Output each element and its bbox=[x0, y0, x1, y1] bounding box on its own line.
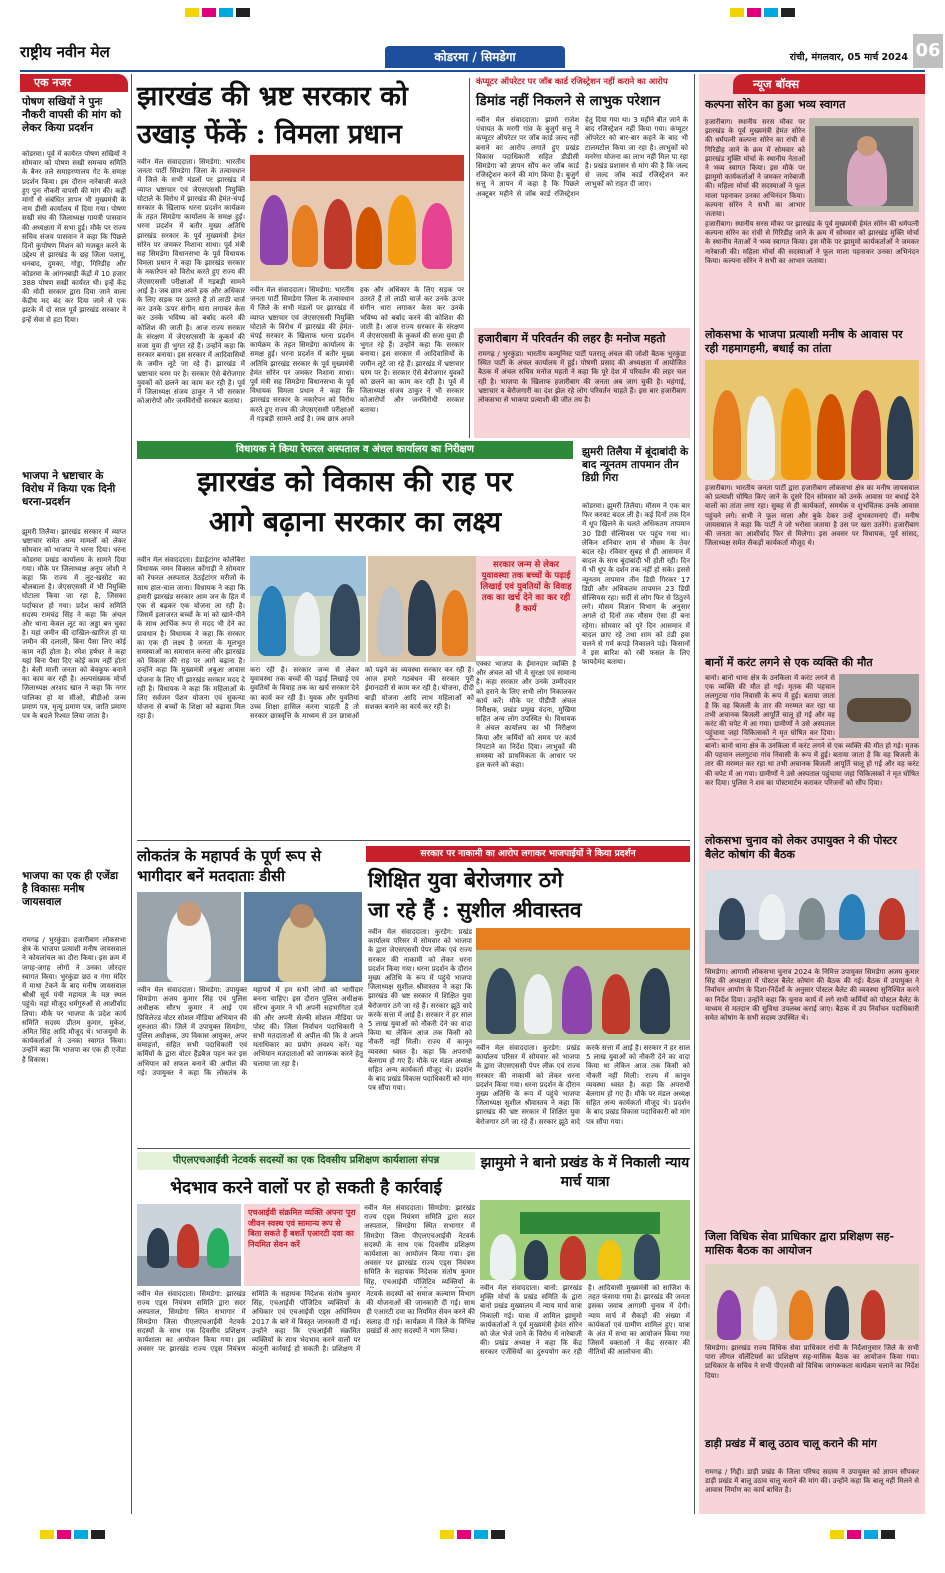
seated-figure bbox=[825, 1286, 849, 1340]
main-story-body-mid bbox=[250, 666, 474, 836]
news-2-photo bbox=[705, 360, 919, 480]
youth-story-kicker-bar bbox=[366, 846, 690, 862]
left-brief-3-title: भाजपा का एक ही एजेंडा है विकासः मनीष जायसवाल bbox=[22, 870, 119, 908]
computer-story-body bbox=[476, 116, 688, 324]
left-brief-2-title: भाजपा ने भ्रष्टाचार के विरोध में किया एक दिनी धरना-प्रदर्शन bbox=[22, 470, 116, 508]
masthead-section-label: कोडरमा / सिमडेगा bbox=[434, 50, 516, 64]
news-6-headline: डाड़ी प्रखंड में बालू उठाव चालू कराने की मांग bbox=[705, 1438, 877, 1450]
crowd-figure bbox=[602, 974, 630, 1034]
crowd-figure bbox=[258, 586, 286, 656]
news-1-photo bbox=[809, 118, 919, 212]
news-1-body-left: हजारीबाग। स्थानीय सरस मौका पर झारखंड के पूर्व मुख्यमंत्री हेमंत सोरेन की धर्मपत्नी कल्पना सोरेन का रांची से गिरिडीह जाने के क्रम में सोमवार को झारखंड मुक्ति मोर्चा के स्थानीय नेताओं ने भव्य स्वागत किया। इस मौके पर झामुमो कार्यकर्ताओं ने जमकर नारेबाजी की। महिला मोर्चा की सदस्याओं ने फूल माला पहनाकर उनका अभिनंदन किया। कल्पना सोरेन ने सभी का आभार जताया। bbox=[705, 118, 805, 218]
crowd-figure bbox=[356, 207, 382, 269]
workshop-kicker-text: पीएलएचआईवी नेटवर्क सदस्यों का एक दिवसीय प्रशिक्षण कार्यशाला संपन्न bbox=[172, 1155, 440, 1166]
seated-figure bbox=[789, 1290, 813, 1340]
democracy-headline: लोकतंत्र के महापर्व के पूर्ण रूप से भागीदार बनें मतदाताः डीसी bbox=[137, 847, 322, 885]
news-4-photo bbox=[705, 870, 919, 964]
workshop-text: नवीन मेल संवाददाता। सिमडेगा: झारखंड राज्य एड्स नियंत्रण समिति द्वारा सदर अस्पताल, सिमडेगा स्थित सभागार में सिमडेगा जिला पीएलएचआईवी नेटवर्क सदस्यों के साथ एक दिवसीय प्रशिक्षण कार्यशाला का आयोजन किया गया। इस अवसर पर झारखंड राज्य एड्स नियंत्रण समिति के सहायक निदेशक संतोष कुमार सिंह, एचआईवी पॉजिटिव व्यक्तियों के अधिकार एवं एचआईवी एड्स अधिनियम 2017 के बारे में विस्तृत जानकारी दी गई। उन्होंने कहा कि एचआईवी संक्रमित व्यक्तियों के साथ भेदभाव करने वालों पर कानूनी कार्रवाई हो सकती है। प्रशिक्षण में नेटवर्क सदस्यों को समाज कल्याण विभाग की योजनाओं की जानकारी दी गई। साथ ही एआरटी दवा का नियमित सेवन करने की सलाह दी गई। कार्यक्रम में जिले के विभिन्न प्रखंडों से आए सदस्यों ने भाग लिया। bbox=[137, 1290, 475, 1354]
top-story-body-continued: नवीन मेल संवाददाता। सिमडेगा: भारतीय जनता पार्टी सिमडेगा जिला के तत्वावधान में जिले के सभी मंडलों पर झारखंड में व्याप्त भ्रष्टाचार एवं जेएसएससी नियुक्ति घोटाले के विरोध में झारखंड की हेमंत-चंपई सरकार के खिलाफ धरना प्रदर्शन कार्यक्रम के तहत सिमडेगा कार्यालय के समक्ष हुई। धरना प्रदर्शन में बतौर मुख्य अतिथि झारखंड सरकार के पूर्व मुख्यमंत्री हेमंत सोरेन पर जमकर निशाना साधा। पूर्व मंत्री सह सिमडेगा विधानसभा के पूर्व विधायक विमला प्रधान ने कहा कि झारखंड सरकार के नकारेपन को विरोध करते हुए राज्य की जेएसएससी परीक्षाओं में गड़बड़ी सामने आई है। जब छात्र अपने हक और अधिकार के लिए सड़क पर उतरते हैं तो लाठी चार्ज कर उनके ऊपर संगीन धारा लगाकर केस कर उनके भविष्य को बर्बाद करने की कोशिश की जाती है। आज राज्य सरकार के संरक्षण में जेएसएससी के कुकर्म की सजा युवा ही भुगत रहे हैं। उन्होंने कहा कि सरकार बनाया। इस सरकार में आदिवासियों के जमीन लूटे जा रहे हैं। झारखंड में भ्रष्टाचार चरम पर है। सरकार ऐसे बेरोजगार युवकों को छलने का काम कर रही है। पूर्व में जिलाध्यक्ष संजय ठाकुर ने भी सरकार कोआरोपों और जनविरोधी सरकार बताया। bbox=[250, 286, 464, 423]
crowd-figure bbox=[378, 586, 404, 656]
hazaribagh-box bbox=[474, 328, 690, 438]
seated-figure bbox=[861, 1290, 885, 1340]
youth-body-b bbox=[476, 1044, 690, 1144]
workshop-body-right bbox=[364, 1204, 475, 1288]
crowd-figure bbox=[294, 592, 320, 656]
left-brief-3-body: रामगढ़ / भुरकुंडा। हजारीबाग लोकसभा क्षेत्र के भाजपा प्रत्याशी मनीष जायसवाल ने कोयलांचल का दौरा किया। इस क्रम में जगह-जगह लोगों ने उनका जोरदार स्वागत किया। भुरकुंडा छठ व गंगा मंदिर में माथा टेकने के बाद मनीष जायसवाल श्रीश्री सूर्य पंची महायज्ञ के यज्ञ स्थल पहुंचे। वहां मौजूद धर्मगुरुओं से आशीर्वाद लिया। मौके पर भाजपा के प्रदेश कार्य समिति सदस्य प्रीतम कुमार, मुकेश, अमित सिंह आदि मौजूद थे। भाजयुमो के कार्यकर्ताओं ने उनका स्वागत किया। उन्होंने कहा कि भाजपा का एक ही एजेंडा है विकास। bbox=[22, 936, 126, 1064]
face-shape bbox=[290, 904, 314, 928]
news-1-headline: कल्पना सोरेन का हुआ भव्य स्वागत bbox=[705, 98, 846, 111]
news-box-header bbox=[733, 74, 925, 94]
seated-figure bbox=[717, 1290, 741, 1340]
news-1-text: हजारीबाग। स्थानीय सरस मौका पर झारखंड के पूर्व मुख्यमंत्री हेमंत सोरेन की धर्मपत्नी कल्पना सोरेन का रांची से गिरिडीह जाने के क्रम में सोमवार को झारखंड मुक्ति मोर्चा के स्थानीय नेताओं ने भव्य स्वागत किया। इस मौके पर झामुमो कार्यकर्ताओं ने जमकर नारेबाजी की। महिला मोर्चा की सदस्याओं ने फूल माला पहनाकर उनका अभिनंदन किया। कल्पना सोरेन ने सभी का आभार जताया। bbox=[705, 220, 919, 265]
news-5-body: सिमडेगा। झारखंड राज्य विधिक सेवा प्राधिकार रांची के निर्देशानुसार जिले के सभी पारा लीगल वॉलेंटियर्स का प्रशिक्षण सह-मासिक बैठक का आयोजन किया गया। प्राधिकार के सचिव ने सभी पीएलवी को विधिक जागरूकता कार्यक्रम चलाने का निर्देश दिया। bbox=[705, 1344, 919, 1380]
youth-story-photo bbox=[476, 928, 690, 1040]
youth-headline-1: शिक्षित युवा बेरोजगार ठगे bbox=[368, 867, 563, 892]
workshop-kicker-bar bbox=[137, 1152, 475, 1170]
news-2-body: हजारीबाग। भारतीय जनता पार्टी द्वारा हजारीबाग लोकसभा क्षेत्र का मनीष जायसवाल को प्रत्याशी घोषित किए जाने के दूसरे दिन सोमवार को उनके आवास पर बधाई देने वालों का तांता लगा रहा। सुबह से ही कार्यकर्ता, समर्थक व शुभचिंतक उनके आवास पहुंचने लगे। सभी ने फूल माला और बुके देकर उन्हें शुभकामनाएं दीं। मनीष जायसवाल ने कहा कि पार्टी ने जो भरोसा जताया है उस पर खरा उतरेंगे। हजारीबाग की जनता का आशीर्वाद फिर से मिलेगा। इस अवसर पर विधायक, पूर्व सांसद, जिलाध्यक्ष समेत सैकड़ों कार्यकर्ता मौजूद थे। bbox=[705, 484, 919, 548]
lying-figure-shape bbox=[847, 698, 911, 722]
left-brief-1-title: पोषण सखियों ने पुनः नौकरी वापसी की मांग को लेकर किया प्रदर्शन bbox=[22, 96, 122, 134]
seated-figure bbox=[879, 898, 905, 940]
workshop-pull-quote-box bbox=[244, 1204, 360, 1286]
masthead-logo bbox=[20, 42, 200, 64]
youth-headline-2: जा रहे हैं : सुशील श्रीवास्तव bbox=[368, 897, 582, 922]
group-figure bbox=[817, 394, 845, 480]
youth-text-a: नवीन मेल संवाददाता। कुरडेग: प्रखंड कार्यालय परिसर में सोमवार को भाजपा के द्वारा जेएसएससी पेपर लीक एवं राज्य सरकार की नाकामी को लेकर धरना प्रदर्शन किया गया। धरना प्रदर्शन के दौरान मुख्य अतिथि के रूप में पहुंचे भाजपा जिलाध्यक्ष सुशील श्रीवास्तव ने कहा कि झारखंड की भ्रष्ट सरकार में शिक्षित युवा बेरोजगार ठगे जा रहे हैं। सरकार झूठे वादे करके सत्ता में आई है। सरकार ने हर साल 5 लाख युवाओं को नौकरी देने का वादा किया था लेकिन आज तक किसी को नौकरी नहीं मिली। राज्य में कानून व्यवस्था ध्वस्त है। कहा कि अपराधी बेलगाम हो गए हैं। मौके पर मंडल अध्यक्ष सहित अन्य कार्यकर्ता मौजूद थे। प्रदर्शन के बाद प्रखंड विकास पदाधिकारी को मांग पत्र सौंपा गया। bbox=[368, 928, 472, 1093]
page-number-badge bbox=[913, 34, 943, 68]
workshop-pull-quote: एचआईवी संक्रमित व्यक्ति अपना पूरा जीवन स्वस्थ एवं सामान्य रूप से बिता सकते हैं बशर्ते एआरटी दवा का नियमित सेवन करें bbox=[248, 1208, 356, 1249]
hazaribagh-body: रामगढ़ / भुरकुंडा। भारतीय कम्युनिस्ट पार्टी पतरातू अंचल की जोशी बैठक भुरकुंडा स्थित पार्टी के अंचल कार्यालय में हुई। पोषणी प्रसाद की अध्यक्षता में आयोजित बैठक में अंचल सचिव मनोज महतो ने कहा कि पूरे देश में परिवर्तन की लहर चल रही है। भाजपा के खिलाफ हजारीबाग की जनता अब जाग चुकी है। महंगाई, भ्रष्टाचार व बेरोजगारी का दंश झेल रहे लोग परिवर्तन चाहते हैं। इस बार हजारीबाग लोकसभा से भाकपा प्रत्याशी की जीत तय है। bbox=[478, 350, 686, 405]
workshop-photo bbox=[137, 1204, 241, 1286]
democracy-text: नवीन मेल संवाददाता। सिमडेगा: उपायुक्त सिमडेगा अजय कुमार सिंह एवं पुलिस अधीक्षक सौरभ कुमार ने आई एम प्रिविलेज्ड वोटर सोशल मीडिया अभियान की शुरुआत की। जिले में उपायुक्त सिमडेगा, पुलिस अधीक्षक, उप विकास आयुक्त, अपर समाहर्ता, सहित सभी पदाधिकारी एवं कर्मियों के द्वारा वोटर हैंडबैज पहन कर इस अभियान को सफल बनाने की अपील की गई। उपायुक्त ने कहा कि लोकतंत्र के महापर्व में हम सभी लोगों को भागीदार बनना चाहिए। इस दौरान पुलिस अधीक्षक सौरभ कुमार ने भी अपनी सहभागिता दर्ज की और अपनी सेल्फी सोशल मीडिया पर पोस्ट की। जिला निर्वाचन पदाधिकारी ने सभी मतदाताओं से अपील की कि वे अपने मताधिकार का प्रयोग अवश्य करें। यह अभियान मतदाताओं को जागरूक करने हेतु चलाया जा रहा है। bbox=[137, 986, 363, 1077]
banner-shape bbox=[250, 155, 464, 181]
group-figure bbox=[747, 396, 775, 480]
top-story-body-col1: नवीन मेल संवाददाता। सिमडेगा: भारतीय जनता पार्टी सिमडेगा जिला के तत्वावधान में जिले के सभी मंडलों पर झारखंड में व्याप्त भ्रष्टाचार एवं जेएसएससी नियुक्ति घोटाले के विरोध में झारखंड की हेमंत-चंपई सरकार के खिलाफ धरना प्रदर्शन कार्यक्रम के तहत सिमडेगा कार्यालय के समक्ष हुई। धरना प्रदर्शन में बतौर मुख्य अतिथि झारखंड सरकार के पूर्व मुख्यमंत्री हेमंत सोरेन पर जमकर निशाना साधा। पूर्व मंत्री सह सिमडेगा विधानसभा के पूर्व विधायक विमला प्रधान ने कहा कि झारखंड सरकार के नकारेपन को विरोध करते हुए राज्य की जेएसएससी परीक्षाओं में गड़बड़ी सामने आई है। जब छात्र अपने हक और अधिकार के लिए सड़क पर उतरते हैं तो लाठी चार्ज कर उनके ऊपर संगीन धारा लगाकर केस कर उनके भविष्य को बर्बाद करने की कोशिश की जाती है। आज राज्य सरकार के संरक्षण में जेएसएससी के कुकर्म की सजा युवा ही भुगत रहे हैं। उन्होंने कहा कि सरकार बनाया। इस सरकार में आदिवासियों के जमीन लूटे जा रहे हैं। झारखंड में भ्रष्टाचार चरम पर है। सरकार ऐसे बेरोजगार युवकों को छलने का काम कर रही है। पूर्व में जिलाध्यक्ष संजय ठाकुर ने भी सरकार कोआरोपों और जनविरोधी सरकार बताया। bbox=[137, 158, 245, 406]
group-figure bbox=[887, 396, 913, 480]
left-brief-1-body: कोडरमा। पूर्व में कार्यरत पोषण सखियों ने सोमवार को पोषण सखी समन्वय समिति के बैनर तले समाहरणालय गेट के समक्ष प्रदर्शन किया। इस दौरान नारेबाजी करते हुए पुनः नौकरी वापसी की मांग की। कहीं मांगों से संबंधित ज्ञापन भी मुख्यमंत्री के नाम डीसी कार्यालय में दिया गया। पोषण सखी संघ की जिलाध्यक्ष गायत्री पासवान की अध्यक्षता में सभा हुई। मौके पर राज्य सचिव संजय पासवान ने कहा कि पिछले दिनों कुपोषण मिशन को मजबूत करने के उद्देश्य से झारखंड के छह जिला पलामू, धनबाद, दुमका, गोड्डा, गिरिडीह और कोडरमा के आंगनबाड़ी केंद्रों में 10 हजार 388 पोषण सखी कार्यरत थी। इन्हें केंद्र की मोदी सरकार द्वारा दिया जाने वाला केंद्रीय मद बंद कर दिया जाने से एक झटके में दो साल पूर्व झारखंड सरकार ने इन्हें सेवा से हटा दिया। bbox=[22, 150, 126, 324]
top-story-body-col2 bbox=[250, 286, 464, 440]
democracy-body bbox=[137, 986, 363, 1144]
main-story-kicker-bar bbox=[137, 441, 573, 459]
horizontal-rule-1 bbox=[137, 840, 690, 841]
youth-text-b: नवीन मेल संवाददाता। कुरडेग: प्रखंड कार्यालय परिसर में सोमवार को भाजपा के द्वारा जेएसएससी पेपर लीक एवं राज्य सरकार की नाकामी को लेकर धरना प्रदर्शन किया गया। धरना प्रदर्शन के दौरान मुख्य अतिथि के रूप में पहुंचे भाजपा जिलाध्यक्ष सुशील श्रीवास्तव ने कहा कि झारखंड की भ्रष्ट सरकार में शिक्षित युवा बेरोजगार ठगे जा रहे हैं। सरकार झूठे वादे करके सत्ता में आई है। सरकार ने हर साल 5 लाख युवाओं को नौकरी देने का वादा किया था लेकिन आज तक किसी को नौकरी नहीं मिली। राज्य में कानून व्यवस्था ध्वस्त है। कहा कि अपराधी बेलगाम हो गए हैं। मौके पर मंडल अध्यक्ष सहित अन्य कार्यकर्ता मौजूद थे। प्रदर्शन के बाद प्रखंड विकास पदाधिकारी को मांग पत्र सौंपा गया। bbox=[476, 1044, 690, 1126]
masthead-dateline bbox=[768, 50, 908, 66]
news-3-photo bbox=[839, 674, 919, 738]
ek-nazar-header bbox=[20, 74, 128, 92]
seated-figure bbox=[207, 1228, 229, 1268]
news-3-body-left: बानो। बानो थाना क्षेत्र के उनकिला में करंट लगने से एक व्यक्ति की मौत हो गई। मृतक की पहचान ललगुटवा गांव निवासी के रूप में हुई। बताया जाता है कि वह बिजली के तार की मरम्मत कर रहा था तभी अचानक बिजली आपूर्ति चालू हो गई और वह करंट की चपेट में आ गया। ग्रामीणों ने उसे अस्पताल पहुंचाया जहां चिकित्सकों ने मृत घोषित कर दिया। bbox=[705, 674, 835, 738]
print-registration-marks-top-right bbox=[730, 8, 798, 17]
masthead-logo-text: राष्ट्रीय नवीन मेल bbox=[20, 43, 110, 61]
weather-headline: झुमरी तिलैया में बूंदाबांदी के बाद न्यूनतम तापमान तीन डिग्री गिरा bbox=[582, 446, 689, 484]
main-story-kicker: विधायक ने किया रेफरल अस्पताल व अंचल कार्यालय का निरीक्षण bbox=[236, 444, 474, 455]
workshop-text-right: नवीन मेल संवाददाता। सिमडेगा: झारखंड राज्य एड्स नियंत्रण समिति द्वारा सदर अस्पताल, सिमडेगा स्थित सभागार में सिमडेगा जिला पीएलएचआईवी नेटवर्क सदस्यों के साथ एक दिवसीय प्रशिक्षण कार्यशाला का आयोजन किया गया। इस अवसर पर झारखंड राज्य एड्स नियंत्रण समिति के सहायक निदेशक संतोष कुमार सिंह, एचआईवी पॉजिटिव व्यक्तियों के bbox=[364, 1204, 475, 1286]
seated-figure bbox=[753, 1286, 777, 1340]
jmm-headline: झामुमो ने बानो प्रखंड के में निकाली न्याय मार्च यात्रा bbox=[480, 1155, 690, 1190]
column-divider-center bbox=[469, 78, 470, 438]
main-story-pull-quote-box bbox=[476, 556, 576, 656]
computer-story-kicker bbox=[476, 76, 688, 87]
news-5-headline: जिला विधिक सेवा प्राधिकार द्वारा प्रशिक्षण सह-मासिक बैठक का आयोजन bbox=[705, 1230, 895, 1257]
crowd-figure bbox=[292, 205, 318, 267]
news-4-headline: लोकसभा चुनाव को लेकर उपायुक्त ने की पोस्टर बैलेट कोषांग की बैठक bbox=[705, 834, 897, 861]
computer-story-text: नवीन मेल संवाददाता। झामो राजेश पंचायत के मरगी गांव के बुजुर्ग सत्तु ने कंप्यूटर ऑपरेटर पर जॉब कार्ड जल्द नहीं बनाने का आरोप लगाते हुए प्रखंड विकास पदाधिकारी सहित डीडीसी सिमडेगा को ज्ञापन सौंप कर जॉब कार्ड रजिस्ट्रेशन करने की मांग किया है। बुजुर्ग सत्तु ने ज्ञापन में कहा है कि पिछले अक्टूबर महीने से जॉब कार्ड रजिस्ट्रेशन हेतु दिया गया था। 3 महीने बीत जाने के बाद रजिस्ट्रेशन नहीं किया गया। कंप्यूटर ऑपरेटर को बार-बार कहने के बाद भी टालमटोल किया जा रहा है। लाभुकों को मनरेगा योजना का लाभ नहीं मिल पा रहा है। प्रखंड प्रशासन से मांग की है कि जल्द से जल्द जॉब कार्ड रजिस्ट्रेशन कर लाभुकों को राहत दी जाए। bbox=[476, 116, 688, 198]
computer-kicker-text: कंप्यूटर ऑपरेटर पर जॉब कार्ड रजिस्ट्रेशन नहीं कराने का आरोप bbox=[476, 76, 668, 86]
left-brief-2-body: झुमरी तिलैया। झारखंड सरकार में व्याप्त भ्रष्टाचार समेत अन्य मामलों को लेकर सोमवार को भाजपा ने धरना दिया। धरना कोडरमा प्रखंड कार्यालय के सामने दिया गया। मौके पर जिलाध्यक्ष अनूप जोशी ने कहा कि राज्य में लूट-खसोट का बोलबाला है। जेएसएससी में भी नियुक्ति घोटाला किया जा रहा है, जिसका पर्दाफाश हो गया। प्रदेश कार्य समिति सदस्य रामचंद्र सिंह ने कहा कि अंचल और थाना केवल लूट का अड्डा बन चुका है। यहां जमीन की दाखिल-खारिज हो या जमीन की दलाली, बिना पैसा लिए कोई काम नहीं होता है। रमेश हर्षधर ने कहा यहां बिना पैसा दिए कोई काम नहीं होता है। बेली माली जनता को बेवकूफ बनाने का काम कर रही है। अल्पसंख्यक मोर्चा जिलाध्यक्ष अरशद खान ने कहा कि नगर पालिका हो या सीओ, बीडीओ जन्म प्रमाण पत्र, मृत्यु प्रमाण पत्र, जाति प्रमाण पत्र के बदले रिश्वत लिया जाता है। bbox=[22, 528, 126, 721]
group-figure bbox=[851, 390, 881, 480]
banner-shape bbox=[520, 1212, 660, 1234]
seated-figure bbox=[147, 1228, 169, 1268]
main-story-pull-quote: सरकार जन्म से लेकर युवावस्था तक बच्चों के पढ़ाई लिखाई एवं युवतियों के विवाह तक का खर्च देने का कर रही है कार्य bbox=[480, 560, 572, 614]
crowd-figure bbox=[562, 966, 592, 1034]
crowd-figure bbox=[324, 199, 352, 269]
youth-kicker-text: सरकार पर नाकामी का आरोप लगाकर भाजपाईयों ने किया प्रदर्शन bbox=[420, 849, 636, 859]
main-story-mid-text: करा रही है। सरकार जन्म से लेकर युवावस्था तक बच्चों की पढ़ाई लिखाई एवं युवतियों के विवाह तक का खर्च सरकार देने का कार्य कर रही है। युवक और युवतियां उच्च शिक्षा हासिल करना चाहती है तो सरकार छात्रवृत्ति के माध्यम से उन छात्राओं को पढ़ने का व्यवस्था सरकार कर रही है। आज हमारे गठबंधन की सरकार पूरी ईमानदारी से काम कर रही है। योजना, दीदी बाड़ी योजना आदि लाभ महिलाओं को सशक्त बनाने का कार्य कर रही है। bbox=[250, 666, 474, 721]
news-3-text: बानो। बानो थाना क्षेत्र के उनकिला में करंट लगने से एक व्यक्ति की मौत हो गई। मृतक की पहचान ललगुटवा गांव निवासी के रूप में हुई। बताया जाता है कि वह बिजली के तार की मरम्मत कर रहा था तभी अचानक बिजली आपूर्ति चालू हो गई और वह करंट की चपेट में आ गया। ग्रामीणों ने उसे अस्पताल पहुंचाया जहां चिकित्सकों ने मृत घोषित कर दिया। पुलिस ने शव का पोस्टमार्टम कराकर परिजनों को सौंप दिया। bbox=[705, 742, 919, 787]
dateline-text: रांची, मंगलवार, 05 मार्च 2024 bbox=[789, 52, 908, 63]
news-3-headline: बानों में करंट लगने से एक व्यक्ति की मौत bbox=[705, 656, 873, 669]
main-story-headline-2: आगे बढ़ाना सरकार का लक्ष्य bbox=[208, 505, 502, 538]
crowd-figure bbox=[486, 968, 516, 1034]
seated-figure bbox=[719, 898, 745, 940]
crowd-figure bbox=[330, 584, 360, 656]
print-registration-marks-top bbox=[185, 8, 253, 17]
seated-figure bbox=[799, 898, 825, 940]
main-story-right-text: एक्का भाजपा के ईमानदार व्यक्ति है और अंचल को भी वे सुरक्षा एवं सामान्य है। कहा सरकार और उनके उम्मीदवार को हराने के लिए सभी लोग निकालकर कार्य करें। मौके पर पीडीपी अंचल निरीक्षक, प्रखंड प्रमुख वंदना, मुखिया सहित अन्य लोग उपस्थित थे। विधायक ने अंचल कार्यालय का भी निरीक्षण किया और कर्मियों को समय पर कार्य निपटाने का निर्देश दिया। लाभुकों की समस्या को प्राथमिकता के आधार पर हल करने को कहा। bbox=[476, 660, 576, 770]
face-shape bbox=[857, 136, 877, 156]
crowd-figure bbox=[524, 1240, 548, 1280]
face-shape bbox=[177, 902, 201, 926]
crowd-figure bbox=[408, 580, 436, 656]
seated-figure bbox=[759, 894, 785, 940]
horizontal-rule-2 bbox=[137, 1148, 690, 1149]
top-story-photo bbox=[250, 155, 464, 281]
news-5-photo bbox=[705, 1264, 919, 1340]
group-figure bbox=[781, 388, 811, 480]
crowd-figure bbox=[490, 1234, 516, 1280]
main-story-body-left: नवीन मेल संवाददाता। डेडाईटांगर कोलेबिरा विधायक नमन विक्सल कोंगाड़ी ने सोमवार को रेफरल अस्पताल ठेठईटांगर मरीजों के साथ हाल-चाल जाना। विधायक ने कहा कि हमारी झारखंड सरकार आम जन के हित में एक से बढ़कर एक योजना ला रही है। जिसमें इलाजरत बच्चों के मां को खाने-पीने के साथ आर्थिक रूप से मदद भी देने का प्रावधान है। विधायक ने कहा कि सरकार का एक ही लक्ष्य है जनता के मूलभूत समस्याओं का समाधान करना और झारखंड को विकास की राह पर आगे बढ़ाना है। उन्होंने कहा कि मुख्यमंत्री अबुआ आवास योजना के लिए भी झारखंड सरकार मदद दे रही है। विधायक ने कहा कि महिलाओं के लिए सर्वजन पेंशन योजना एवं सुकन्या योजना से बच्चों के शिक्षा को बढ़ावा मिल रहा है। bbox=[137, 556, 245, 721]
column-divider-right bbox=[694, 74, 695, 1514]
jmm-body bbox=[480, 1284, 690, 1514]
workshop-headline: भेदभाव करने वालों पर हो सकती है कार्रवाई bbox=[170, 1178, 442, 1198]
crowd-figure bbox=[634, 1234, 660, 1280]
seated-figure bbox=[177, 1224, 199, 1268]
print-registration-marks-bottom-right bbox=[830, 1530, 898, 1539]
group-figure bbox=[713, 390, 741, 480]
masthead bbox=[20, 40, 941, 72]
news-box bbox=[699, 74, 925, 1514]
news-box-label: न्यूज बॉक्स bbox=[753, 77, 800, 91]
news-3-body-bottom bbox=[705, 742, 919, 828]
print-registration-marks-bottom-center bbox=[440, 1530, 508, 1539]
youth-body-a bbox=[368, 928, 472, 1144]
top-story-headline: झारखंड की भ्रष्ट सरकार को उखाड़ फेंकें : विमला प्रधान bbox=[137, 81, 408, 150]
crowd-figure bbox=[640, 968, 670, 1034]
news-2-headline: लोकसभा के भाजपा प्रत्याशी मनीष के आवास पर रही गहमागहमी, बधाई का तांता bbox=[705, 328, 903, 355]
democracy-photo-dc bbox=[137, 892, 241, 982]
hazaribagh-headline: हजारीबाग में परिवर्तन की लहर हैः मनोज महतो bbox=[478, 332, 666, 345]
crowd-figure bbox=[260, 195, 288, 265]
banner-shape bbox=[476, 928, 690, 950]
left-column bbox=[20, 74, 128, 1514]
page-number: 06 bbox=[915, 40, 941, 61]
crowd-figure bbox=[598, 1240, 622, 1280]
jmm-photo bbox=[480, 1200, 690, 1280]
news-6-body: रामगढ़ / गिद्दी। डाड़ी प्रखंड के जिला परिषद सदस्य ने उपायुक्त को ज्ञापन सौंपकर डाड़ी प्रखंड में बालू उठाव चालू कराने की मांग की। उन्होंने कहा कि बालू नहीं मिलने से आवास निर्माण का कार्य बाधित है। bbox=[705, 1468, 919, 1495]
main-story-body-right bbox=[476, 660, 576, 836]
print-registration-marks-bottom bbox=[40, 1530, 108, 1539]
jmm-text: नवीन मेल संवाददाता। बानो: झारखंड मुक्ति मोर्चा के प्रखंड समिति के द्वारा बानो प्रखंड मुख्यालय में न्याय मार्च यात्रा निकाली गई। यात्रा में शामिल झामुमो कार्यकर्ताओं ने पूर्व मुख्यमंत्री हेमंत सोरेन को जेल भेजे जाने के विरोध में नारेबाजी की। प्रखंड अध्यक्ष ने कहा कि केंद्र सरकार एजेंसियों का दुरुपयोग कर रही है। आदिवासी मुख्यमंत्री को साजिश के तहत फंसाया गया है। झारखंड की जनता इसका जवाब आगामी चुनाव में देगी। न्याय मार्च में सैकड़ों की संख्या में कार्यकर्ता एवं ग्रामीण शामिल हुए। यात्रा के अंत में सभा का आयोजन किया गया जिसमें वक्ताओं ने केंद्र सरकार की नीतियों की आलोचना की। bbox=[480, 1284, 690, 1357]
crowd-figure bbox=[442, 590, 468, 656]
crowd-figure bbox=[524, 974, 552, 1034]
democracy-photo-sp bbox=[244, 892, 362, 982]
computer-story-headline: डिमांड नहीं निकलने से लाभुक परेशान bbox=[476, 93, 661, 109]
main-story-photo-2 bbox=[366, 556, 476, 662]
news-4-body: सिमडेगा। आगामी लोकसभा चुनाव 2024 के निमित्त उपायुक्त सिमडेगा अजय कुमार सिंह की अध्यक्षता में पोस्टल बैलेट कोषांग की बैठक की गई। बैठक में उपायुक्त ने निर्वाचन आयोग के दिशा-निर्देशों के अनुसार पोस्टल बैलेट की व्यवस्था सुनिश्चित करने का निर्देश दिया। उन्होंने कहा कि चुनाव कार्य में लगे सभी कर्मियों को पोस्टल बैलेट के माध्यम से मतदान की सुविधा उपलब्ध कराई जाए। बैठक में उप निर्वाचन पदाधिकारी समेत कोषांग के सभी सदस्य उपस्थित थे। bbox=[705, 968, 919, 1023]
ek-nazar-label: एक नजर bbox=[34, 76, 72, 89]
main-story-headline-1: झारखंड को विकास की राह पर bbox=[197, 465, 513, 498]
masthead-section-tab bbox=[385, 46, 565, 68]
workshop-body bbox=[137, 1290, 475, 1514]
crowd-figure bbox=[422, 203, 452, 269]
crowd-figure bbox=[388, 195, 416, 265]
column-divider-left bbox=[131, 74, 132, 1514]
weather-body: कोडरमा। झुमरी तिलैया। मौसम ने एक बार फिर करवट बदल ली है। कई दिनों तक दिन में धूप खिलने के चलते अधिकतम तापमान 30 डिग्री सेल्सियस पर पहुंच गया था। लेकिन शनिवार शाम से मौसम के तेवर बदल रहे। रविवार सुबह से ही आसमान में बादल के साथ बूंदाबांदी भी होती रही। दिन में भी धूप के दर्शन तक नहीं हो सके। इससे न्यूनतम तापमान तीन डिग्री गिरकर 17 डिग्री और अधिकतम तापमान 23 डिग्री सेल्सियस रहा। सर्दी से लोग फिर से ठिठुरने लगे। मौसम विज्ञान विभाग के अनुसार अगले दो दिनों तक मौसम ऐसा ही बना रहेगा। सोमवार को पूरे दिन आसमान में बादल छाए रहे तथा शाम को ठंडी हवा चलने से गर्म कपड़े निकालने पड़े। किसानों ने इस बारिश को रबी फसल के लिए फायदेमंद बताया। bbox=[582, 502, 690, 667]
news-1-body-bottom bbox=[705, 220, 919, 324]
seated-figure bbox=[839, 894, 865, 940]
crowd-figure bbox=[560, 1236, 586, 1280]
